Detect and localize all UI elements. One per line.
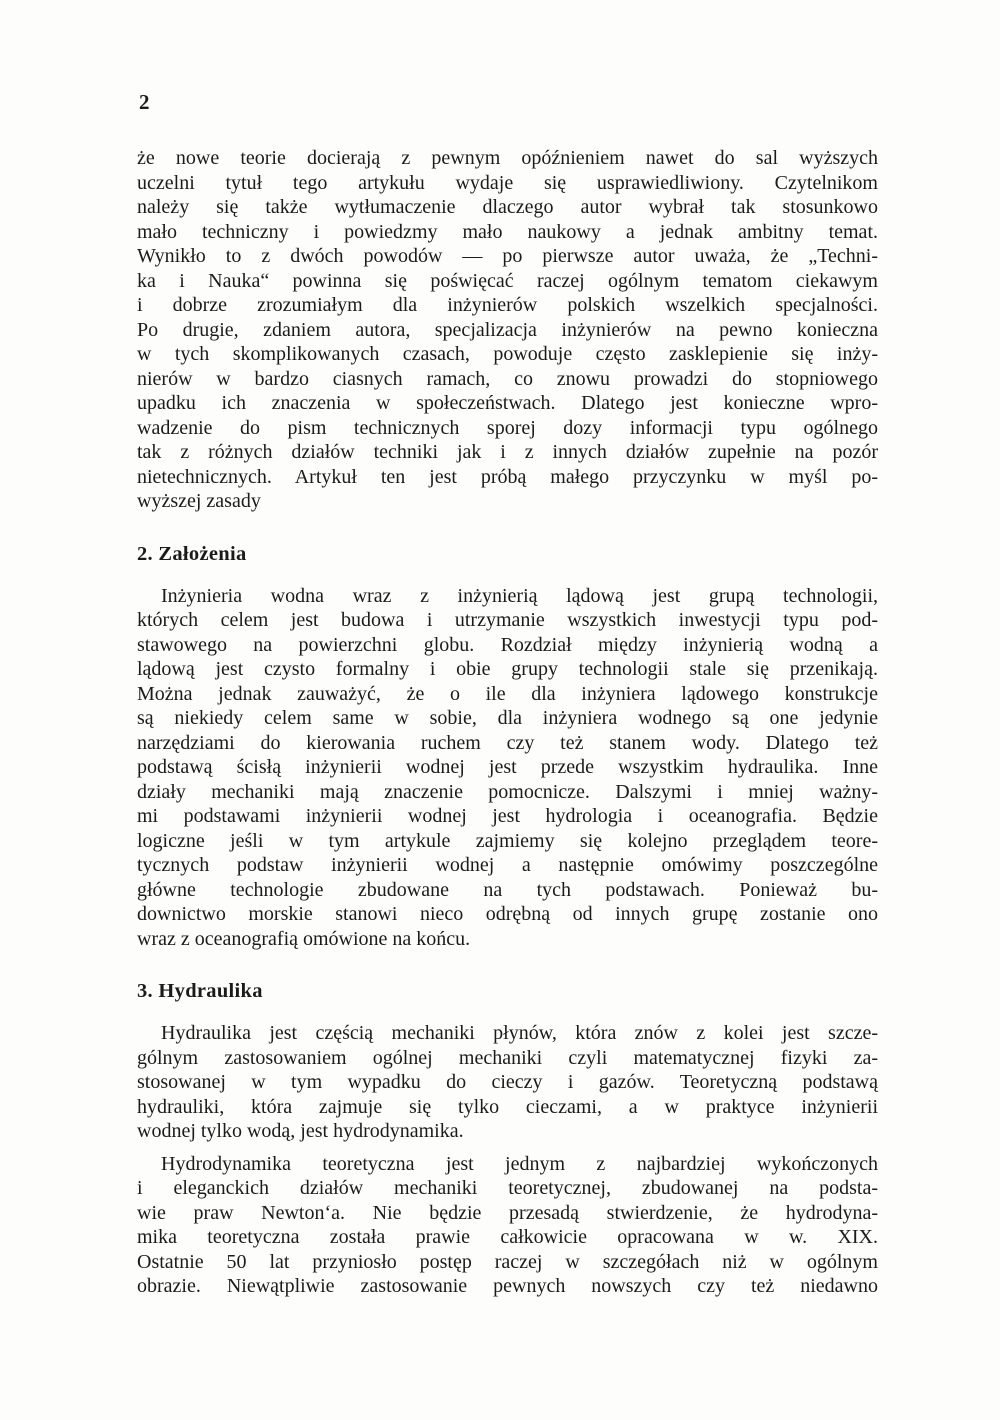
text-line: należy się także wytłumaczenie dlaczego autor wybrał tak stosunkowo: [137, 196, 878, 218]
section-heading: 3. Hydraulika: [137, 980, 263, 1002]
text-line: wyższej zasady: [137, 490, 261, 512]
text-line: wadzenie do pism technicznych sporej dozy informacji typu ogólnego: [137, 416, 878, 439]
page-number: 2: [139, 90, 150, 114]
text-line: wodnej tylko wodą, jest hydrodynamika.: [137, 1120, 464, 1142]
text-line: ka i Nauka“ powinna się poświęcać raczej ogólnym tematom ciekawym: [137, 269, 878, 292]
text-line: podstawą ścisłą inżynierii wodnej jest przede wszystkim hydraulika. Inne: [137, 756, 878, 778]
text-line: Ostatnie 50 lat przyniosło postęp raczej w szczegółach niż w ogólnym: [137, 1250, 878, 1273]
page-content: [137, 146, 878, 1299]
paragraph: [137, 146, 878, 514]
paragraph: [137, 1152, 878, 1299]
text-line: działy mechaniki mają znaczenie pomocnicze. Dalszymi i mniej ważny-: [137, 780, 878, 803]
paragraph: [137, 1021, 878, 1144]
text-line: lądową jest czysto formalny i obie grupy technologii stale się przenikają.: [137, 658, 878, 680]
text-line: uczelni tytuł tego artykułu wydaje się usprawiedliwiony. Czytelnikom: [137, 171, 878, 194]
text-line: że nowe teorie docierają z pewnym opóźnieniem nawet do sal wyższych: [137, 147, 878, 169]
text-line: Po drugie, zdaniem autora, specjalizacja inżynierów na pewno konieczna: [137, 318, 878, 341]
text-line: mika teoretyczna została prawie całkowicie opracowana w w. XIX.: [137, 1226, 878, 1248]
text-line: obrazie. Niewątpliwie zastosowanie pewnych nowszych czy też niedawno: [137, 1275, 878, 1297]
text-line: Inżynieria wodna wraz z inżynierią lądową jest grupą technologii,: [161, 584, 878, 607]
section-heading: 2. Założenia: [137, 542, 247, 565]
text-line: Hydrodynamika teoretyczna jest jednym z najbardziej wykończonych: [161, 1152, 878, 1175]
text-line: logiczne jeśli w tym artykule zajmiemy się kolejno przeglądem teore-: [137, 829, 878, 852]
text-line: nietechnicznych. Artykuł ten jest próbą małego przyczynku w myśl po-: [137, 465, 878, 488]
text-line: upadku ich znaczenia w społeczeństwach. Dlatego jest konieczne wpro-: [137, 392, 878, 414]
text-line: gólnym zastosowaniem ogólnej mechaniki czyli matematycznej fizyki za-: [137, 1046, 878, 1069]
text-line: tycznych podstaw inżynierii wodnej a następnie omówimy poszczególne: [137, 854, 878, 876]
paragraph: [137, 584, 878, 952]
text-line: Hydraulika jest częścią mechaniki płynów, która znów z kolei jest szcze-: [161, 1022, 878, 1044]
text-line: tak z różnych działów techniki jak i z innych działów zupełnie na pozór: [137, 441, 878, 463]
text-line: Można jednak zauważyć, że o ile dla inżyniera lądowego konstrukcje: [137, 682, 878, 705]
text-line: i eleganckich działów mechaniki teoretycznej, zbudowanej na podsta-: [137, 1177, 878, 1199]
text-line: Wynikło to z dwóch powodów — po pierwsze autor uważa, że „Techni-: [137, 245, 878, 267]
text-line: downictwo morskie stanowi nieco odrębną od innych grupę zostanie ono: [137, 903, 878, 925]
text-line: mi podstawami inżynierii wodnej jest hydrologia i oceanografia. Będzie: [137, 805, 878, 827]
text-line: wraz z oceanografią omówione na końcu.: [137, 927, 471, 950]
text-line: stosowanej w tym wypadku do cieczy i gazów. Teoretyczną podstawą: [137, 1071, 878, 1093]
text-line: nierów w bardzo ciasnych ramach, co znowu prowadzi do stopniowego: [137, 367, 878, 390]
text-line: są niekiedy celem same w sobie, dla inżyniera wodnego są one jedynie: [137, 707, 878, 729]
text-line: narzędziami do kierowania ruchem czy też stanem wody. Dlatego też: [137, 731, 878, 754]
text-line: których celem jest budowa i utrzymanie wszystkich inwestycji typu pod-: [137, 609, 878, 631]
text-line: główne technologie zbudowane na tych podstawach. Ponieważ bu-: [137, 878, 878, 901]
text-line: i dobrze zrozumiałym dla inżynierów polskich wszelkich specjalności.: [137, 294, 878, 316]
text-line: hydrauliki, która zajmuje się tylko cieczami, a w praktyce inżynierii: [137, 1095, 878, 1118]
text-line: w tych skomplikowanych czasach, powoduje często zasklepienie się inży-: [137, 343, 878, 365]
text-line: mało techniczny i powiedzmy mało naukowy a jednak ambitny temat.: [137, 220, 878, 243]
text-line: wie praw Newton‘a. Nie będzie przesadą stwierdzenie, że hydrodyna-: [137, 1201, 878, 1224]
text-line: stawowego na powierzchni globu. Rozdział między inżynierią wodną a: [137, 633, 878, 656]
